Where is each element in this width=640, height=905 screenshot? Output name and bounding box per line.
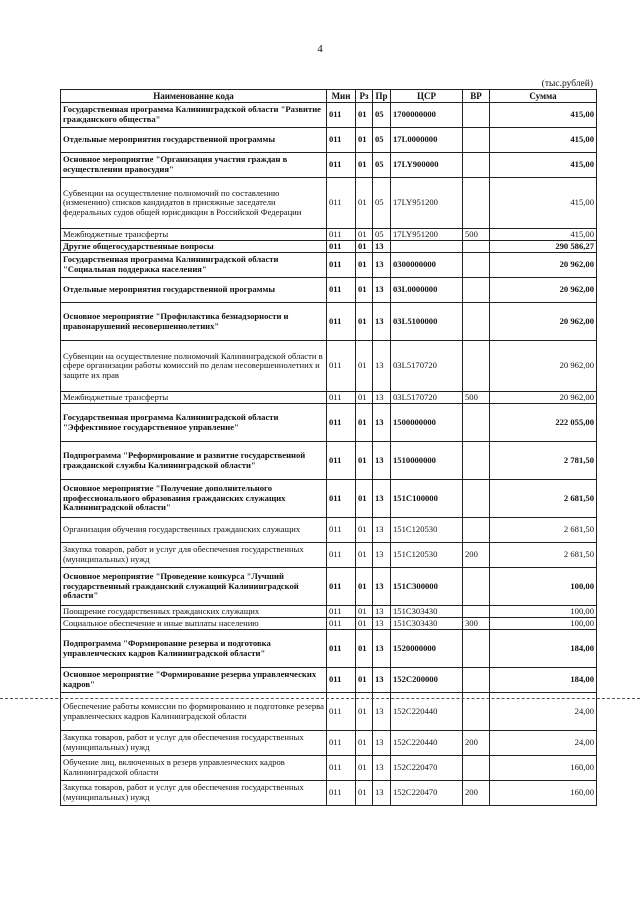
- header-rz: Рз: [356, 90, 373, 103]
- row-csr: 151C303430: [391, 606, 463, 618]
- row-sum: 415,00: [490, 178, 597, 229]
- row-sum: 24,00: [490, 731, 597, 756]
- row-min: 011: [327, 618, 356, 630]
- row-min: 011: [327, 668, 356, 693]
- row-rz: 01: [356, 128, 373, 153]
- row-rz: 01: [356, 756, 373, 781]
- row-vr: [463, 278, 490, 303]
- row-rz: 01: [356, 392, 373, 404]
- row-pr: 13: [373, 392, 391, 404]
- row-csr: 151C120530: [391, 543, 463, 568]
- table-row: [61, 630, 597, 668]
- row-rz: 01: [356, 480, 373, 518]
- row-name: Закупка товаров, работ и услуг для обеспечения государственных (муниципальных) нужд: [61, 781, 327, 806]
- row-min: 011: [327, 278, 356, 303]
- table-row: [61, 618, 597, 630]
- row-sum: 20 962,00: [490, 392, 597, 404]
- row-min: 011: [327, 241, 356, 253]
- table-row: [61, 103, 597, 128]
- row-sum: 20 962,00: [490, 303, 597, 341]
- row-rz: 01: [356, 630, 373, 668]
- table-row: [61, 153, 597, 178]
- row-rz: 01: [356, 731, 373, 756]
- table-row: [61, 731, 597, 756]
- row-csr: 1520000000: [391, 630, 463, 668]
- units-label: (тыс.рублей): [541, 79, 593, 89]
- row-min: 011: [327, 480, 356, 518]
- row-pr: 05: [373, 128, 391, 153]
- row-pr: 13: [373, 278, 391, 303]
- row-name: Основное мероприятие "Получение дополнительного профессионального образования гражданских служащих Калининградской области": [61, 480, 327, 518]
- row-pr: 13: [373, 404, 391, 442]
- row-vr: [463, 630, 490, 668]
- row-name: Организация обучения государственных гражданских служащих: [61, 518, 327, 543]
- row-csr: 152C220470: [391, 781, 463, 806]
- row-pr: 05: [373, 153, 391, 178]
- row-name: Отдельные мероприятия государственной программы: [61, 128, 327, 153]
- row-name: Основное мероприятие "Профилактика безнадзорности и правонарушений несовершеннолетних": [61, 303, 327, 341]
- row-rz: 01: [356, 781, 373, 806]
- row-rz: 01: [356, 178, 373, 229]
- row-sum: 20 962,00: [490, 253, 597, 278]
- row-min: 011: [327, 229, 356, 241]
- row-vr: [463, 241, 490, 253]
- row-vr: [463, 442, 490, 480]
- row-sum: 415,00: [490, 153, 597, 178]
- row-vr: [463, 480, 490, 518]
- row-vr: [463, 153, 490, 178]
- row-name: Государственная программа Калининградской области "Социальная поддержка населения": [61, 253, 327, 278]
- row-rz: 01: [356, 253, 373, 278]
- row-name: Основное мероприятие "Организация участия граждан в осуществлении правосудия": [61, 153, 327, 178]
- row-min: 011: [327, 253, 356, 278]
- row-vr: [463, 606, 490, 618]
- row-min: 011: [327, 392, 356, 404]
- row-csr: 152C200000: [391, 668, 463, 693]
- row-vr: 300: [463, 618, 490, 630]
- table-header-row: [61, 90, 597, 103]
- row-name: Субвенции на осуществление полномочий Калининградской области в сфере организации работы комиссий по делам несовершеннолетних и защите их прав: [61, 341, 327, 392]
- row-sum: 184,00: [490, 668, 597, 693]
- row-sum: 222 055,00: [490, 404, 597, 442]
- row-pr: 13: [373, 630, 391, 668]
- row-name: Другие общегосударственные вопросы: [61, 241, 327, 253]
- table-row: [61, 781, 597, 806]
- table-row: [61, 606, 597, 618]
- row-name: Государственная программа Калининградской области "Развитие гражданского общества": [61, 103, 327, 128]
- row-min: 011: [327, 693, 356, 731]
- page-fold-line: [0, 698, 640, 699]
- row-name: Обеспечение работы комиссии по формированию и подготовке резерва управленческих кадров Калининградской области: [61, 693, 327, 731]
- row-min: 011: [327, 518, 356, 543]
- row-sum: 184,00: [490, 630, 597, 668]
- table-row: [61, 178, 597, 229]
- row-rz: 01: [356, 668, 373, 693]
- row-rz: 01: [356, 568, 373, 606]
- row-rz: 01: [356, 341, 373, 392]
- row-csr: 03L5170720: [391, 341, 463, 392]
- row-csr: 1510000000: [391, 442, 463, 480]
- row-vr: 200: [463, 781, 490, 806]
- table-row: [61, 229, 597, 241]
- header-vr: ВР: [463, 90, 490, 103]
- row-name: Обучение лиц, включенных в резерв управленческих кадров Калининградской области: [61, 756, 327, 781]
- row-vr: 200: [463, 543, 490, 568]
- row-csr: 151C303430: [391, 618, 463, 630]
- row-name: Поощрение государственных гражданских служащих: [61, 606, 327, 618]
- row-csr: 152C220440: [391, 731, 463, 756]
- row-csr: 03L0000000: [391, 278, 463, 303]
- row-sum: 2 681,50: [490, 543, 597, 568]
- row-sum: 100,00: [490, 606, 597, 618]
- row-rz: 01: [356, 442, 373, 480]
- row-rz: 01: [356, 693, 373, 731]
- row-pr: 13: [373, 241, 391, 253]
- row-min: 011: [327, 568, 356, 606]
- row-sum: 20 962,00: [490, 278, 597, 303]
- header-name: Наименование кода: [61, 90, 327, 103]
- row-name: Подпрограмма "Реформирование и развитие государственной гражданской службы Калининградской области": [61, 442, 327, 480]
- header-csr: ЦСР: [391, 90, 463, 103]
- table-row: [61, 278, 597, 303]
- row-rz: 01: [356, 606, 373, 618]
- row-rz: 01: [356, 278, 373, 303]
- row-rz: 01: [356, 241, 373, 253]
- row-sum: 415,00: [490, 128, 597, 153]
- row-sum: 100,00: [490, 568, 597, 606]
- row-csr: 03L5170720: [391, 392, 463, 404]
- row-min: 011: [327, 756, 356, 781]
- table-row: [61, 756, 597, 781]
- row-min: 011: [327, 543, 356, 568]
- row-min: 011: [327, 781, 356, 806]
- row-min: 011: [327, 103, 356, 128]
- row-min: 011: [327, 153, 356, 178]
- header-pr: Пр: [373, 90, 391, 103]
- row-pr: 13: [373, 668, 391, 693]
- row-rz: 01: [356, 103, 373, 128]
- row-csr: [391, 241, 463, 253]
- row-pr: 13: [373, 731, 391, 756]
- row-pr: 13: [373, 606, 391, 618]
- row-sum: 100,00: [490, 618, 597, 630]
- row-sum: 290 586,27: [490, 241, 597, 253]
- row-min: 011: [327, 606, 356, 618]
- row-pr: 05: [373, 103, 391, 128]
- row-sum: 24,00: [490, 693, 597, 731]
- row-rz: 01: [356, 543, 373, 568]
- row-sum: 20 962,00: [490, 341, 597, 392]
- row-name: Основное мероприятие "Формирование резерва управленческих кадров": [61, 668, 327, 693]
- row-pr: 13: [373, 781, 391, 806]
- row-vr: [463, 128, 490, 153]
- row-csr: 1500000000: [391, 404, 463, 442]
- row-rz: 01: [356, 404, 373, 442]
- table-body: [61, 103, 597, 806]
- row-vr: [463, 756, 490, 781]
- row-sum: 415,00: [490, 103, 597, 128]
- page-number: 4: [317, 43, 323, 55]
- header-sum: Сумма: [490, 90, 597, 103]
- row-pr: 13: [373, 543, 391, 568]
- table-row: [61, 241, 597, 253]
- row-csr: 151C100000: [391, 480, 463, 518]
- row-pr: 13: [373, 518, 391, 543]
- row-vr: [463, 668, 490, 693]
- row-sum: 160,00: [490, 781, 597, 806]
- table-row: [61, 341, 597, 392]
- row-pr: 05: [373, 229, 391, 241]
- row-csr: 17LY951200: [391, 229, 463, 241]
- row-csr: 152C220470: [391, 756, 463, 781]
- row-pr: 13: [373, 568, 391, 606]
- table-row: [61, 442, 597, 480]
- row-pr: 05: [373, 178, 391, 229]
- table-row: [61, 668, 597, 693]
- row-pr: 13: [373, 618, 391, 630]
- row-pr: 13: [373, 303, 391, 341]
- row-name: Закупка товаров, работ и услуг для обеспечения государственных (муниципальных) нужд: [61, 543, 327, 568]
- row-min: 011: [327, 341, 356, 392]
- row-vr: [463, 404, 490, 442]
- row-csr: 151C300000: [391, 568, 463, 606]
- row-name: Межбюджетные трансферты: [61, 229, 327, 241]
- table-row: [61, 480, 597, 518]
- row-name: Государственная программа Калининградской области "Эффективное государственное управление": [61, 404, 327, 442]
- row-name: Социальное обеспечение и иные выплаты населению: [61, 618, 327, 630]
- row-vr: [463, 341, 490, 392]
- row-csr: 17LY900000: [391, 153, 463, 178]
- row-min: 011: [327, 128, 356, 153]
- table-row: [61, 568, 597, 606]
- row-sum: 160,00: [490, 756, 597, 781]
- row-min: 011: [327, 303, 356, 341]
- row-csr: 17L0000000: [391, 128, 463, 153]
- row-pr: 13: [373, 693, 391, 731]
- row-name: Межбюджетные трансферты: [61, 392, 327, 404]
- row-name: Субвенции на осуществление полномочий по составлению (изменению) списков кандидатов в присяжные заседатели федеральных судов общей юрисдикции в Российской Федерации: [61, 178, 327, 229]
- row-min: 011: [327, 404, 356, 442]
- row-sum: 2 681,50: [490, 480, 597, 518]
- header-min: Мин: [327, 90, 356, 103]
- row-min: 011: [327, 442, 356, 480]
- table-row: [61, 392, 597, 404]
- row-rz: 01: [356, 618, 373, 630]
- row-vr: [463, 253, 490, 278]
- row-vr: [463, 103, 490, 128]
- row-vr: 500: [463, 229, 490, 241]
- table-row: [61, 128, 597, 153]
- row-sum: 2 681,50: [490, 518, 597, 543]
- table-row: [61, 253, 597, 278]
- row-pr: 13: [373, 253, 391, 278]
- row-rz: 01: [356, 153, 373, 178]
- row-pr: 13: [373, 341, 391, 392]
- row-csr: 03L5100000: [391, 303, 463, 341]
- row-csr: 151C120530: [391, 518, 463, 543]
- row-sum: 415,00: [490, 229, 597, 241]
- row-csr: 17LY951200: [391, 178, 463, 229]
- row-sum: 2 781,50: [490, 442, 597, 480]
- row-pr: 13: [373, 480, 391, 518]
- row-pr: 13: [373, 442, 391, 480]
- row-name: Подпрограмма "Формирование резерва и подготовка управленческих кадров Калининградской области": [61, 630, 327, 668]
- row-csr: 152C220440: [391, 693, 463, 731]
- row-min: 011: [327, 731, 356, 756]
- row-csr: 0300000000: [391, 253, 463, 278]
- row-vr: 500: [463, 392, 490, 404]
- row-vr: [463, 303, 490, 341]
- table-row: [61, 303, 597, 341]
- table-row: [61, 404, 597, 442]
- row-rz: 01: [356, 518, 373, 543]
- row-name: Отдельные мероприятия государственной программы: [61, 278, 327, 303]
- row-csr: 1700000000: [391, 103, 463, 128]
- row-name: Основное мероприятие "Проведение конкурса "Лучший государственный гражданский служащий Калининградской области": [61, 568, 327, 606]
- row-min: 011: [327, 178, 356, 229]
- table-row: [61, 518, 597, 543]
- row-vr: [463, 518, 490, 543]
- row-rz: 01: [356, 229, 373, 241]
- table-row: [61, 543, 597, 568]
- row-name: Закупка товаров, работ и услуг для обеспечения государственных (муниципальных) нужд: [61, 731, 327, 756]
- row-vr: [463, 178, 490, 229]
- row-rz: 01: [356, 303, 373, 341]
- row-min: 011: [327, 630, 356, 668]
- row-vr: [463, 568, 490, 606]
- row-pr: 13: [373, 756, 391, 781]
- row-vr: 200: [463, 731, 490, 756]
